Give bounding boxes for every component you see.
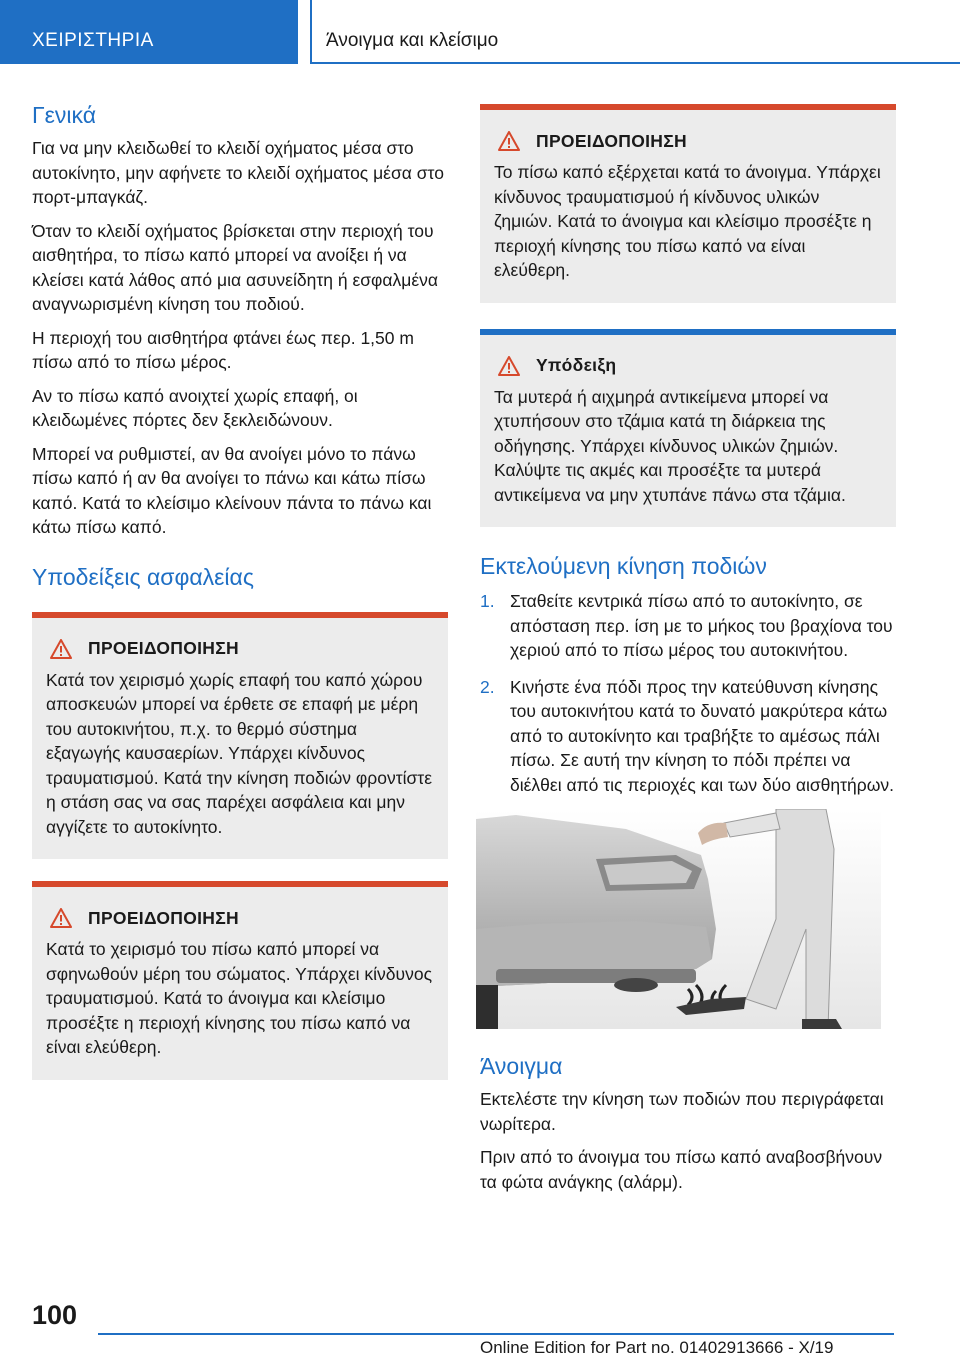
general-paragraph-3: Η περιοχή του αισθητήρα φτάνει έως περ. 1,50 m πίσω από το πίσω μέρος. (32, 327, 414, 372)
general-heading: Γενικά (32, 102, 97, 128)
footer-divider (98, 1333, 894, 1335)
warning-triangle-icon (50, 639, 72, 659)
step-number: 2. (480, 676, 495, 697)
warning-text: Κατά το χειρισμό του πίσω καπό μπορεί να σφηνωθούν μέρη του σώματος. Υπάρχει κίνδυνος τραυματισμού. Κατά το άνοιγμα και κλείσιμο προσέξτε η περιοχή κίνησης του πίσω καπό να είναι ελεύθερη. (46, 939, 433, 1057)
general-paragraph-2: Όταν το κλειδί οχήματος βρίσκεται στην περιοχή του αισθητήρα, το πίσω καπό μπορεί να ανοίξει ή να κλείσει κατά λάθος από μια ασυνείδητη ή εσφαλμένα αναγνωρισμένη κίνηση του ποδιού. (32, 220, 439, 314)
warning-title: ΠΡΟΕΙΔΟΠΟΙΗΣΗ (88, 907, 239, 928)
notice-text: Τα μυτερά ή αιχμηρά αντικείμενα μπορεί να χτυπήσουν στο τζάμια κατά τη διάρκεια της οδήγησης. Υπάρχει κίνδυνος υλικών ζημιών. Καλύψτε τις ακμές και προσέξτε τα μυτερά αντικείμενα να μην χτυπάνε πάνω στα τζάμια. (494, 386, 846, 505)
header-section-label: ΧΕΙΡΙΣΤΗΡΙΑ (32, 30, 154, 51)
header-section-tab (0, 0, 298, 64)
page-number: 100 (32, 1300, 78, 1330)
step-text: Σταθείτε κεντρικά πίσω από το αυτοκίνητο, σε απόσταση περ. ίση με το μήκος του βραχίονα του χεριού από το πίσω μέρος του αυτοκινήτου. (510, 591, 893, 660)
safety-heading: Υποδείξεις ασφαλείας (32, 563, 254, 590)
notice-title: Υπόδειξη (536, 355, 617, 375)
edition-text: Online Edition for Part no. 01402913666 - X/19 (480, 1338, 834, 1357)
header-chapter-tab (310, 0, 960, 64)
warning-triangle-icon (50, 908, 72, 928)
warning-text: Το πίσω καπό εξέρχεται κατά το άνοιγμα. Υπάρχει κίνδυνος τραυματισμού ή κίνδυνος υλικών ζημιών. Κατά το άνοιγμα και κλείσιμο προσέξτε η περιοχή κίνησης του πίσω καπό να είναι ελεύθερη. (494, 162, 881, 280)
open-paragraph-2: Πριν από το άνοιγμα του πίσω καπό αναβοσβήνουν τα φώτα ανάγκης (αλάρμ). (480, 1147, 883, 1192)
general-paragraph-5: Μπορεί να ρυθμιστεί, αν θα ανοίγει μόνο το πάνω πίσω καπό ή αν θα ανοίγει το πάνω και κάτω πίσω καπό. Κατά το κλείσιμο κλείνουν πάντα το πάνω και κάτω πίσω καπό. (32, 443, 432, 537)
right-column (480, 104, 896, 1194)
general-paragraph-1: Για να μην κλειδωθεί το κλειδί οχήματος μέσα στο αυτοκίνητο, μην αφήνετε το κλειδί οχήματος μέσα στο πορτ-μπαγκάζ. (32, 138, 444, 207)
open-paragraph-1: Εκτελέστε την κίνηση των ποδιών που περιγράφεται νωρίτερα. (480, 1089, 884, 1134)
general-paragraph-4: Αν το πίσω καπό ανοιχτεί χωρίς επαφή, οι κλειδωμένες πόρτες δεν ξεκλειδώνουν. (32, 385, 358, 430)
open-heading: Άνοιγμα (480, 1053, 563, 1079)
header-chapter-label: Άνοιγμα και κλείσιμο (326, 30, 499, 51)
car-rear-person-illustration (476, 809, 881, 1029)
kick-motion-heading: Εκτελούμενη κίνηση ποδιών (480, 553, 767, 579)
warning-box-pinching (32, 881, 448, 1080)
warning-text: Κατά τον χειρισμό χωρίς επαφή του καπό χώρου αποσκευών μπορεί να έρθετε σε επαφή με μέρη του αυτοκινήτου, π.χ. το θερμό σύστημα εξαγωγής καυσαερίων. Υπάρχει κίνδυνος τραυματισμού. Κατά την κίνηση ποδιών φροντίστε η στάση σας να σας παρέχει ασφάλεια και μην αγγίζετε το αυτοκίνητο. (46, 669, 433, 837)
kick-motion-steps (480, 589, 896, 797)
warning-triangle-icon (498, 131, 520, 151)
warning-box-hot-exhaust (32, 612, 448, 860)
step-item (480, 589, 896, 663)
step-number: 1. (480, 591, 495, 611)
notice-triangle-icon (498, 356, 520, 376)
kick-gesture-illustration (476, 809, 881, 1029)
step-text: Κινήστε ένα πόδι προς την κατεύθυνση κίνησης του αυτοκινήτου κατά το δυνατό μακρύτερα κάτω από το αυτοκίνητο και τραβήξτε το αμέσως πάλι πίσω. Σε αυτή την κίνηση το πόδι πρέπει να διέλθει από τις περιοχές και των δύο αισθητήρων. (510, 676, 895, 795)
warning-box-tailgate-extends (480, 104, 896, 303)
warning-title: ΠΡΟΕΙΔΟΠΟΙΗΣΗ (536, 130, 687, 151)
notice-box-sharp-objects (480, 329, 896, 528)
left-column (32, 100, 448, 1080)
warning-title: ΠΡΟΕΙΔΟΠΟΙΗΣΗ (88, 638, 239, 658)
step-item (480, 675, 896, 798)
